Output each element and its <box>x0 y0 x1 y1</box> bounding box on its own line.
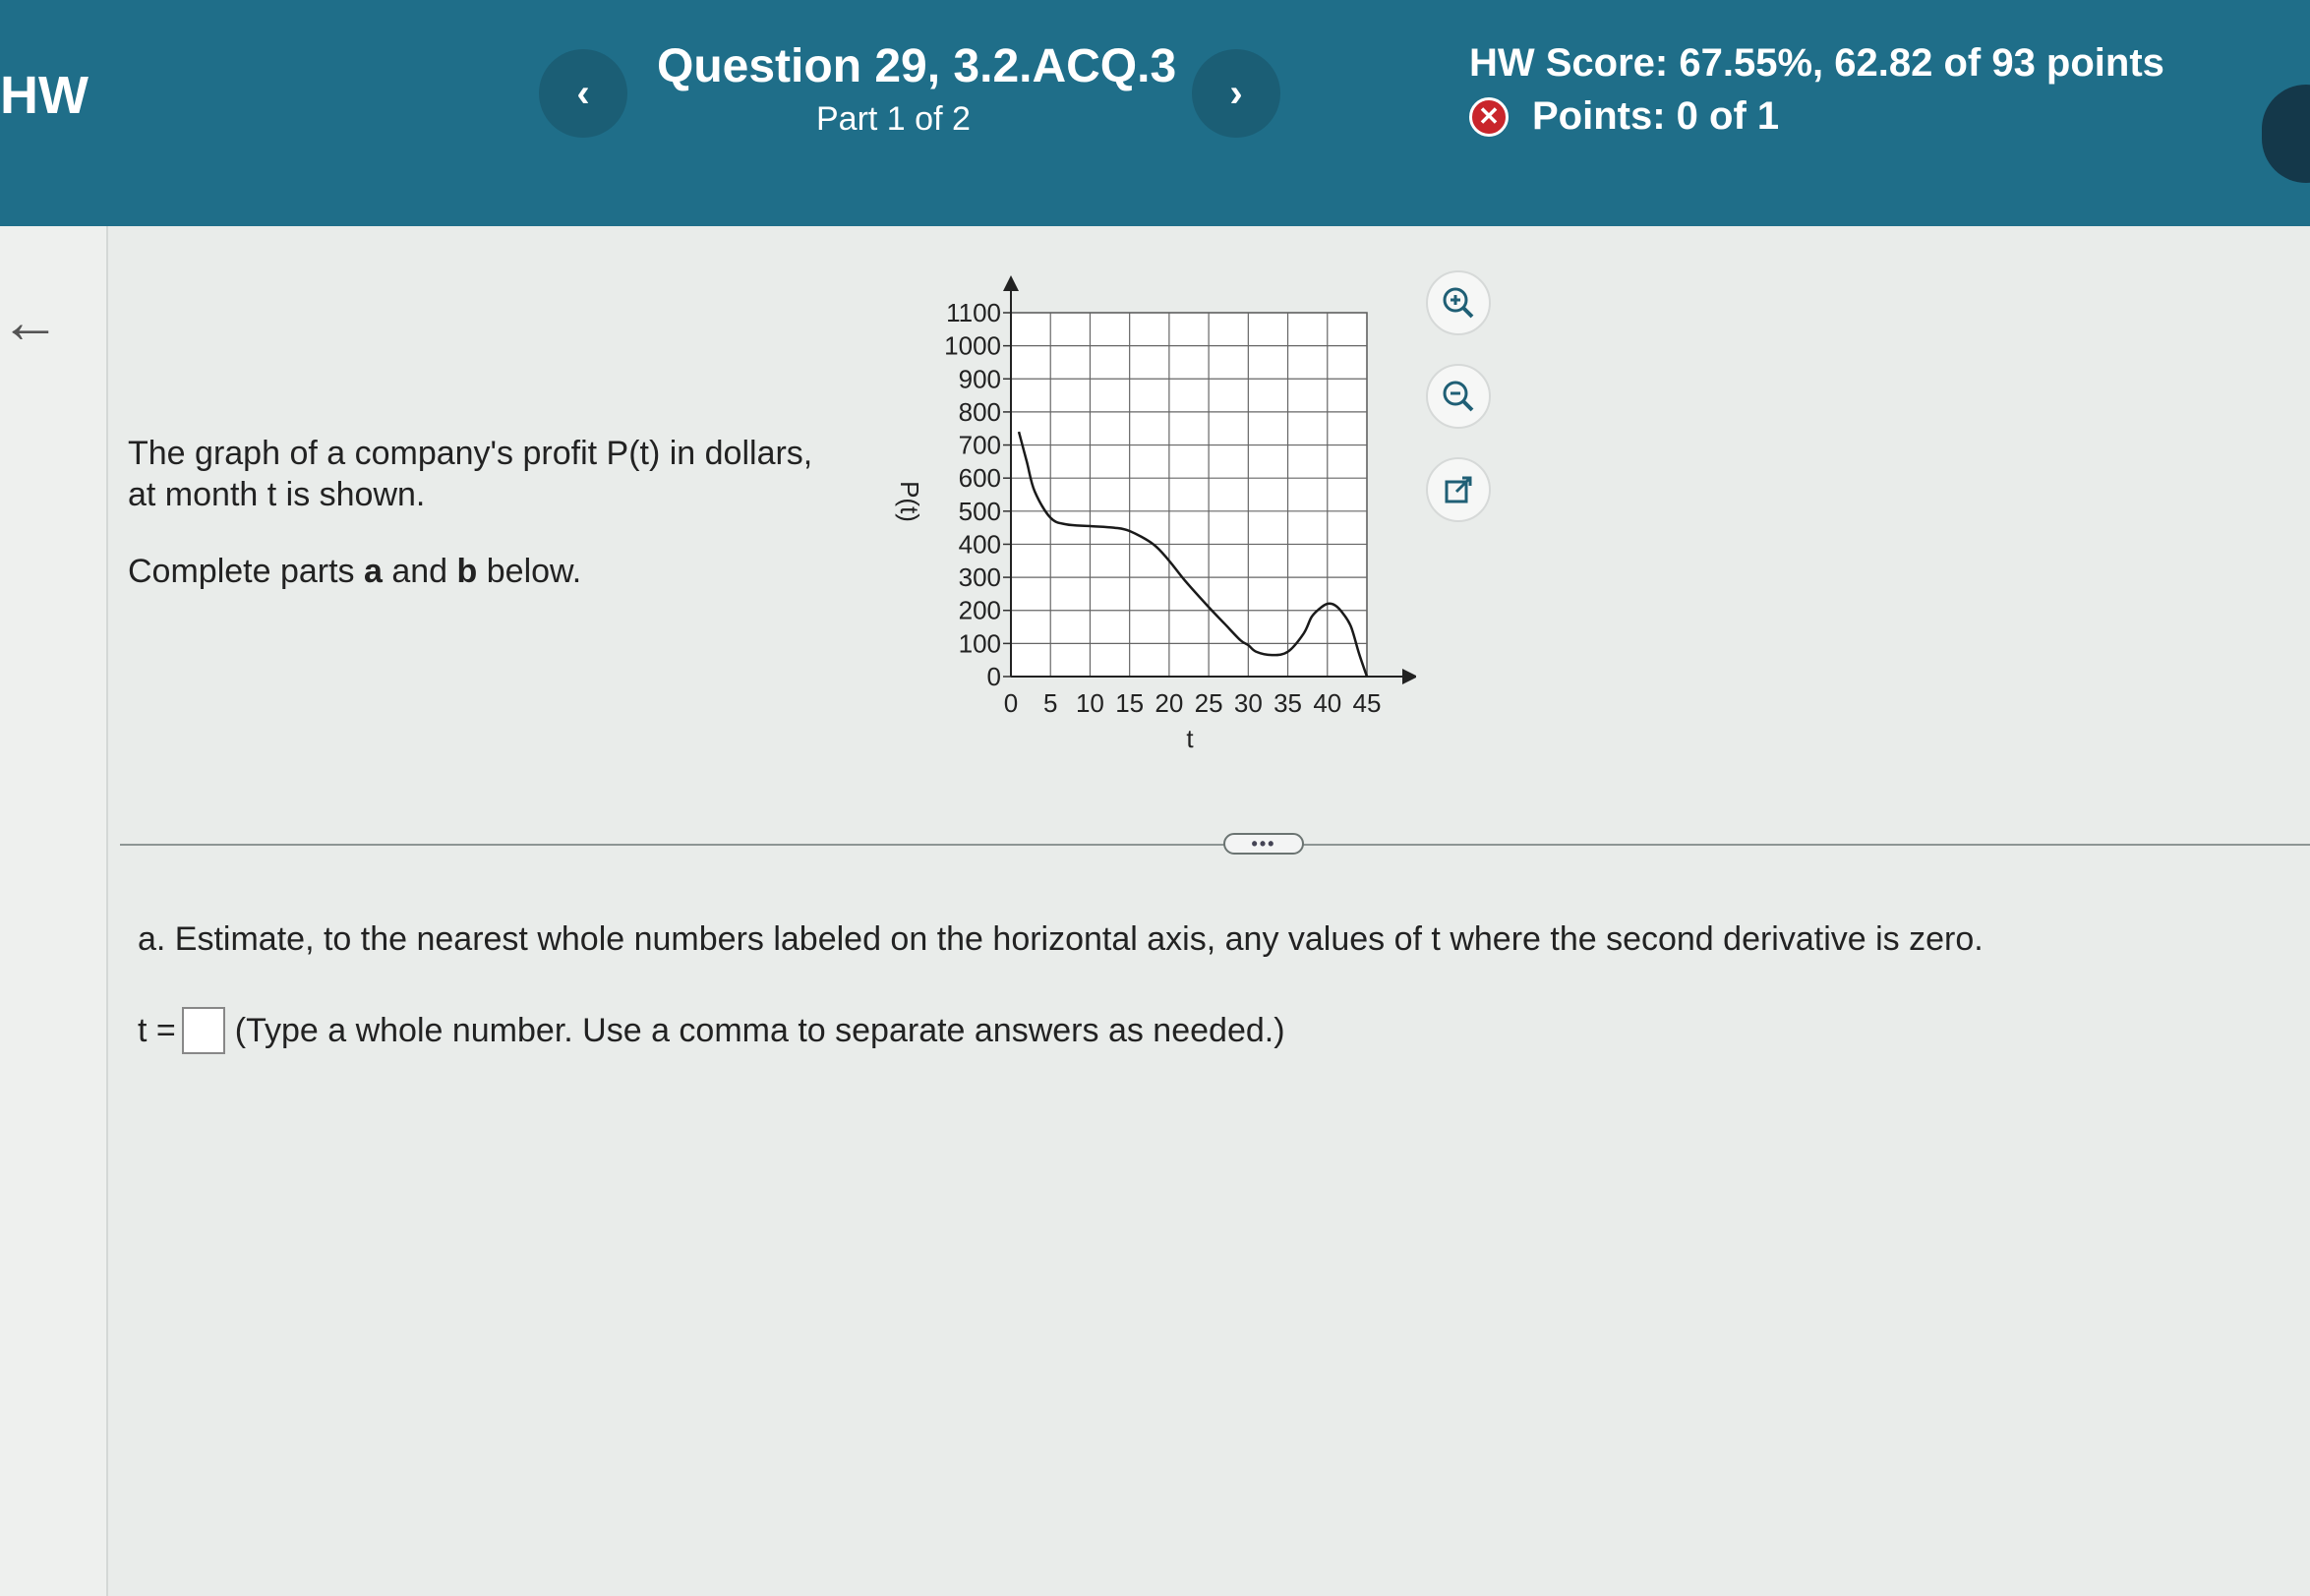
x-axis-arrow <box>1402 669 1416 684</box>
popout-icon <box>1439 470 1478 509</box>
y-tick-label: 600 <box>958 463 1001 494</box>
question-stem-line1: The graph of a company's profit P(t) in dollars, <box>128 435 813 472</box>
y-tick-label: 300 <box>958 562 1001 593</box>
left-rail <box>0 226 108 1596</box>
y-axis-label: P(t) <box>895 481 924 522</box>
answer-hint: (Type a whole number. Use a comma to separate answers as needed.) <box>234 1011 1285 1049</box>
grid <box>1011 313 1367 677</box>
x-tick-label: 0 <box>1003 688 1019 718</box>
x-tick-label: 30 <box>1233 688 1263 718</box>
popout-button[interactable] <box>1426 457 1491 522</box>
profit-graph <box>865 266 1416 757</box>
stem-part-b: b <box>456 553 478 590</box>
menu-button[interactable] <box>2262 85 2310 183</box>
zoom-out-button[interactable] <box>1426 364 1491 429</box>
y-tick-label: 200 <box>958 595 1001 625</box>
x-tick-label: 5 <box>1042 688 1058 718</box>
x-tick-label: 10 <box>1075 688 1104 718</box>
answer-label: t = <box>138 1011 176 1049</box>
section-divider <box>120 844 2310 846</box>
y-tick-label: 800 <box>958 396 1001 427</box>
question-stem-line2: at month t is shown. <box>128 476 426 513</box>
x-circle-icon: ✕ <box>1469 97 1509 137</box>
x-tick-label: 45 <box>1352 688 1382 718</box>
points-row <box>1469 94 1779 139</box>
stem-prefix: Complete parts <box>128 553 364 590</box>
x-tick-label: 25 <box>1194 688 1223 718</box>
y-tick-label: 0 <box>986 662 1001 691</box>
y-tick-label: 500 <box>958 496 1001 526</box>
answer-input[interactable] <box>182 1007 225 1054</box>
x-tick-label: 35 <box>1273 688 1303 718</box>
question-title: Question 29, 3.2.ACQ.3 <box>657 40 1177 92</box>
stem-part-a: a <box>364 553 383 590</box>
stem-suffix: below. <box>477 553 582 590</box>
x-tick-label: 40 <box>1313 688 1342 718</box>
y-tick-label: 100 <box>958 628 1001 659</box>
zoom-out-icon <box>1439 377 1478 416</box>
top-header-bar <box>0 0 2310 226</box>
left-arrow-icon[interactable]: ← <box>0 288 61 356</box>
part-a-prompt: a. Estimate, to the nearest whole numbers labeled on the horizontal axis, any values of t where the second derivative is zero. <box>138 920 1984 958</box>
expand-handle[interactable]: ••• <box>1223 833 1304 855</box>
x-tick-label: 15 <box>1115 688 1145 718</box>
y-tick-label: 400 <box>958 529 1001 560</box>
question-part: Part 1 of 2 <box>816 100 971 138</box>
zoom-in-button[interactable] <box>1426 270 1491 335</box>
y-tick-label: 1000 <box>944 330 1001 361</box>
y-tick-label: 1100 <box>946 298 1001 327</box>
y-axis-arrow <box>1003 275 1019 291</box>
zoom-in-icon <box>1439 283 1478 323</box>
previous-question-button[interactable]: ‹ <box>539 49 627 138</box>
hw-score: HW Score: 67.55%, 62.82 of 93 points <box>1469 41 2164 85</box>
hw-label: HW <box>0 66 89 125</box>
x-tick-label: 20 <box>1155 688 1184 718</box>
next-question-button[interactable]: › <box>1192 49 1280 138</box>
plot-background <box>1011 313 1367 677</box>
points-label: Points: 0 of 1 <box>1532 94 1780 138</box>
question-stem-line3 <box>128 553 581 591</box>
y-tick-label: 900 <box>958 364 1001 394</box>
x-axis-label: t <box>1186 724 1194 753</box>
stem-mid: and <box>382 553 457 590</box>
y-tick-label: 700 <box>958 430 1001 460</box>
answer-row <box>138 1007 1285 1054</box>
